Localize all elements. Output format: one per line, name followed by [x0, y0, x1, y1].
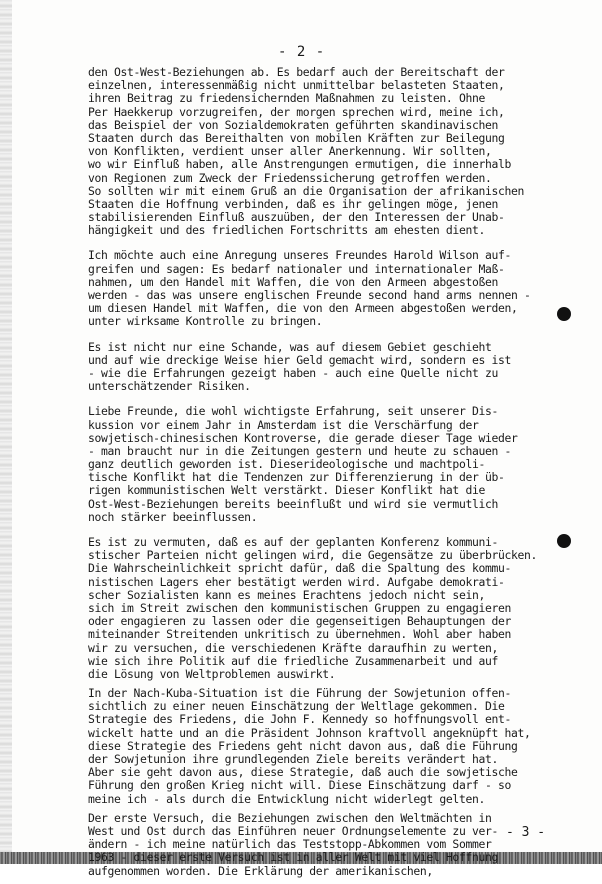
text-line: sowjetisch-chinesischen Kontroverse, die gerade dieser Tage wieder: [88, 430, 518, 445]
punch-hole: [557, 534, 571, 548]
text-line: Aber sie geht davon aus, diese Strategie, daß auch die sowjetische: [88, 765, 518, 780]
text-line: miteinander Streitenden unkritisch zu übernehmen. Wohl aber haben: [88, 627, 512, 642]
text-line: greifen und sagen: Es bedarf nationaler und internationaler Maß-: [88, 261, 505, 276]
text-line: Ost-West-Beziehungen bereits beeinflußt und wird sie vermutlich: [88, 496, 498, 511]
text-line: - man braucht nur in die Zeitungen gestern und heute zu schauen -: [88, 443, 512, 458]
body-text: [88, 66, 588, 884]
scan-edge-left: [0, 0, 12, 864]
continuation-page-number: - 3 -: [506, 825, 546, 840]
text-line: Liebe Freunde, die wohl wichtigste Erfahrung, seit unserer Dis-: [88, 404, 498, 419]
text-line: stischer Parteien nicht gelingen wird, die Gegensätze zu überbrücken.: [88, 548, 538, 563]
text-line: hängigkeit und des friedlichen Fortschritts am ehesten dient.: [88, 223, 485, 238]
text-line: einzelnen, interessenmäßig nicht unmittelbar belasteten Staaten,: [88, 78, 505, 93]
text-line: um diesen Handel mit Waffen, die von den Armeen abgestoßen werden,: [88, 301, 518, 316]
text-line: Ich möchte auch eine Anregung unseres Freundes Harold Wilson auf-: [88, 248, 512, 263]
text-line: das Beispiel der von Sozialdemokraten geführten skandinavischen: [88, 117, 498, 132]
text-line: Es ist zu vermuten, daß es auf der geplanten Konferenz kommuni-: [88, 535, 498, 549]
paragraph: [88, 341, 588, 394]
text-line: Die Wahrscheinlichkeit spricht dafür, daß die Spaltung des kommu-: [88, 561, 512, 576]
text-line: nistischen Lagers eher bestätigt werden wird. Aufgabe demokrati-: [88, 574, 505, 589]
text-line: scher Sozialisten kann es meines Erachtens jedoch nicht sein,: [88, 587, 485, 602]
text-line: diese Strategie des Friedens geht nicht davon aus, daß die Führung: [88, 738, 518, 753]
text-line: ändern - ich meine natürlich das Teststopp-Abkommen vom Sommer: [88, 837, 492, 852]
text-line: ihren Beitrag zu friedensichernden Maßnahmen zu leisten. Ohne: [88, 91, 485, 106]
paragraph: [88, 66, 588, 237]
text-line: Der erste Versuch, die Beziehungen zwischen den Weltmächten in: [88, 810, 492, 825]
text-line: Staaten durch das Bereithalten von mobilen Kräften zur Beilegung: [88, 130, 505, 145]
text-line: aufgenommen worden. Die Erklärung der amerikanischen,: [88, 863, 433, 878]
punch-hole: [557, 307, 571, 321]
page-number: - 2 -: [278, 44, 326, 60]
text-line: Führung den großen Krieg nicht will. Diese Einschätzung darf - so: [88, 778, 512, 793]
text-line: Strategie des Friedens, die John F. Kennedy so hoffnungsvoll ent-: [88, 712, 512, 727]
paragraph: [88, 249, 588, 328]
text-line: ganz deutlich geworden ist. Dieserideologische und machtpoli-: [88, 457, 485, 472]
text-line: - wie die Erfahrungen gezeigt haben - auch eine Quelle nicht zu: [88, 365, 498, 380]
paragraph: [88, 405, 588, 524]
text-line: sichtlich zu einer neuen Einschätzung der Weltlage gekommen. Die: [88, 699, 505, 714]
text-line: nahmen, um den Handel mit Waffen, die von den Armeen abgestoßen: [88, 274, 498, 289]
text-line: Staaten die Hoffnung verbinden, daß es ihr gelingen möge, jenen: [88, 196, 498, 211]
paragraph: [88, 687, 588, 806]
text-line: West und Ost durch das Einführen neuer Ordnungselemente zu ver-: [88, 823, 498, 838]
text-line: 1963 - dieser erste Versuch ist in aller Welt mit viel Hoffnung: [88, 850, 498, 865]
text-line: rigen kommunistischen Welt verstärkt. Dieser Konflikt hat die: [88, 483, 485, 498]
text-line: meine ich - als durch die Entwicklung nicht widerlegt gelten.: [88, 791, 485, 806]
text-line: wickelt hatte und an die Präsident Johnson kraftvoll angeknüpft hat,: [88, 725, 531, 740]
text-line: noch stärker beeinflussen.: [88, 509, 258, 524]
text-line: Es ist nicht nur eine Schande, was auf diesem Gebiet geschieht: [88, 339, 492, 354]
text-line: wo wir Einfluß haben, alle Anstrengungen ermutigen, die innerhalb: [88, 157, 512, 172]
text-line: den Ost-West-Beziehungen ab. Es bedarf auch der Bereitschaft der: [88, 65, 505, 79]
text-line: die Lösung von Weltproblemen auswirkt.: [88, 666, 336, 681]
text-line: stabilisierenden Einfluß auszuüben, der den Interessen der Unab-: [88, 210, 505, 225]
text-line: wir zu versuchen, die verschiedenen Kräfte daraufhin zu werten,: [88, 640, 498, 655]
text-line: sich im Streit zwischen den kommunistischen Gruppen zu engagieren: [88, 600, 512, 615]
text-line: oder engagieren zu lassen oder die gegenseitigen Behauptungen der: [88, 614, 512, 629]
text-line: unterschätzender Risiken.: [88, 379, 251, 394]
text-line: der Sowjetunion ihre grundlegenden Ziele bereits verändert hat.: [88, 752, 498, 766]
text-line: So sollten wir mit einem Gruß an die Organisation der afrikanischen: [88, 183, 525, 198]
text-line: kussion vor einem Jahr in Amsterdam ist die Verschärfung der: [88, 417, 479, 432]
text-line: werden - das was unsere englischen Freunde second hand arms nennen -: [88, 288, 531, 302]
text-line: tische Konflikt hat die Tendenzen zur Differenzierung in der üb-: [88, 470, 505, 485]
text-line: In der Nach-Kuba-Situation ist die Führung der Sowjetunion offen-: [88, 686, 512, 701]
paragraph: [88, 812, 588, 878]
text-line: Per Haekkerup vorzugreifen, der morgen sprechen wird, meine ich,: [88, 104, 505, 119]
text-line: wie sich ihre Politik auf die friedliche Zusammenarbeit und auf: [88, 653, 498, 668]
text-line: von Konflikten, verdient unser aller Anerkennung. Wir sollten,: [88, 144, 492, 159]
text-line: und auf wie dreckige Weise hier Geld gemacht wird, sondern es ist: [88, 352, 512, 367]
text-line: unter wirksame Kontrolle zu bringen.: [88, 314, 323, 329]
text-line: von Regionen zum Zweck der Friedenssicherung getroffen werden.: [88, 170, 492, 185]
paragraph: [88, 536, 588, 681]
